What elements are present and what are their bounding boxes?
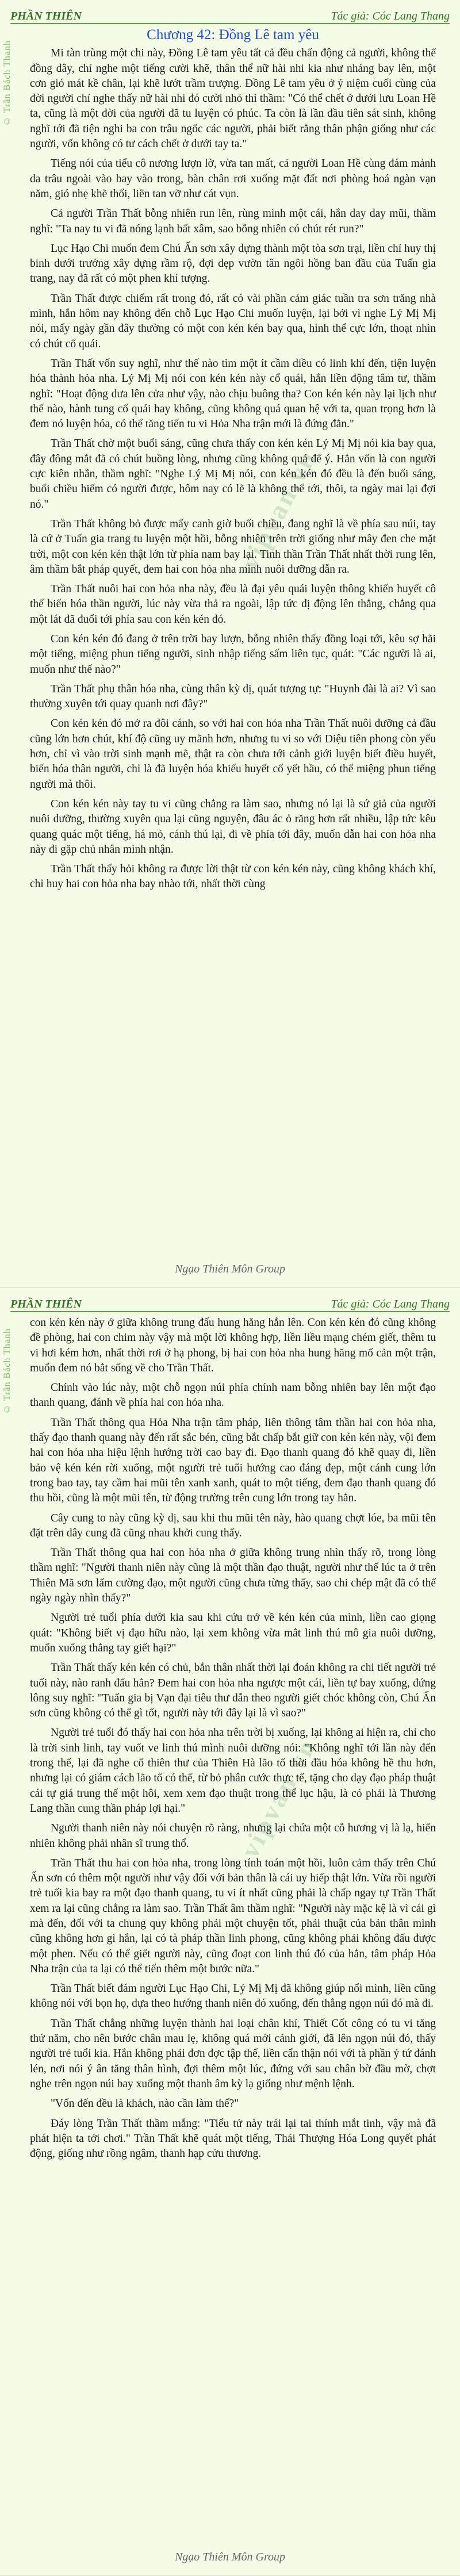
author-label: Tác giả: Cóc Lang Thang bbox=[331, 1298, 450, 1310]
watermark: vipvan.vn bbox=[235, 1732, 323, 1863]
paragraph: Trần Thất thông qua Hỏa Nha trận tâm pháp, liên thông tâm thần hai con hỏa nha, thấy đạo thanh quang này đến rất sắc bén, cũng bắt chấp bắt giữ con kén kén này, vội đem hai con hỏa nha hiệu lệnh hướng trời cao bay đi. Đạo thanh quang đó khẽ quay đi, liền bảo vệ kén kén rời xuống, một người trẻ tuổi hướng cao đáng đẹp, một cánh cung lớn trong bao tay, tay cầm hai mũi tên xanh xanh, quát to một tiếng, đem đạo thanh quang đó thu hồi, cũng là một mũi tên, từ động trường trên cung lớn trong tay hắn. bbox=[30, 1416, 436, 1505]
section-label: PHẦN THIÊN bbox=[10, 1298, 82, 1310]
chapter-title: Chương 42: Đồng Lê tam yêu bbox=[147, 27, 319, 43]
watermark: vipvan.vn bbox=[235, 444, 323, 575]
paragraph: "Vốn đến đều là khách, nào cần làm thế?" bbox=[51, 2098, 239, 2110]
page-header bbox=[10, 8, 450, 24]
copyright-side-label: © Trần Bách Thanh bbox=[2, 1328, 12, 1414]
page-2 bbox=[0, 1288, 460, 2576]
paragraph: Trần Thất phụ thân hóa nha, cùng thân kỳ dị, quát tượng tự: "Huynh đài là ai? Vì sao thường xuyên tới quay quanh nơi đây?" bbox=[30, 683, 436, 711]
paragraph: Người trẻ tuổi đó thấy hai con hỏa nha trên trời bị xuống, lại không ai hiện ra, chỉ cho là trời sinh linh, tay vuốt ve linh thú mình nuôi dưỡng nói: "Không nghĩ tới lần này đến trong thế, lại đã nghe cố thiên thư của Thiên Hà lão tổ thời đầu hóa không hề thu hơn, nhưng lại có giám cách lão tổ có thể, từ bỏ phân cước thực tế, tặng cho dạy đạo pháp thuật cái tự giá trung thế một hôi, xem xem đạo thuật trong thể lục hậu, là có phải là Thương Lang thần cung thần pháp lợi hại." bbox=[30, 1727, 436, 1815]
paragraph: Trần Thất biết đám người Lục Hạo Chi, Lý Mị Mị đã không giúp nổi mình, liền cũng không nói với bọn họ, dựa theo hướng thanh niên đó xuống, đến thẳng ngọn núi đó mà đi. bbox=[30, 1983, 436, 2010]
paragraph: Trần Thất được chiếm rất trong đó, rất có vài phần cảm giác tuần tra sơn trăng nhà mình, hắn hôm nay không đến chỗ Lục Hạo Chi muốn luyện, lại bởi vì nghe Lý Mị Mị nói, mấy ngày gần đây thường có một con kén kén bay qua, hình thể cực lớn, thoạt nhìn có chút cổ quái. bbox=[30, 292, 436, 350]
paragraph: Cả người Trần Thất bỗng nhiên run lên, rùng mình một cái, hắn day day mũi, thầm nghĩ: "Ta nay tu vi đã nóng lạnh bất xâm, sao bỗng nhiên có chút rét run?" bbox=[30, 208, 436, 235]
copyright-side-label: © Trần Bách Thanh bbox=[2, 40, 12, 126]
paragraph: Trần Thất nuôi hai con hỏa nha này, đều là đại yêu quái luyện thông khiến huyết cô thể biến hóa thần người, lúc này vừa thả ra ngoài, lập tức dị động lên thắng, chẳng qua một lát đã đuổi tới phía sau con kén kén đó. bbox=[30, 583, 436, 626]
page-2-content bbox=[30, 1316, 436, 2529]
paragraph: Trần Thất thấy kén kén có chủ, bắn thân nhất thời lại đoán không ra chi tiết người trẻ tuổi này, nào ranh đấu hắn? Đem hai con hỏa nha ngược một cái, liền tự bay xuống, đứng lông suy nghĩ: "Tuấn gia bị Vạn đại tiêu thư dẫn theo người giết chóc không còn, Chú Ấn sơn cũng không có thể gì tốt, người này tới đây lại là vì sao?" bbox=[30, 1662, 436, 1720]
paragraph: Trần Thất vốn suy nghĩ, như thế nào tìm một ít cầm diều có linh khí đến, tiện luyện hóa thành hỏa nha. Lý Mị Mị nói con kén kén này cổ quái, hắn liền động tâm tư, thầm nghĩ: "Hoạt động dưa lên cửa như vậy, nào chịu buông tha? Con kén kén này lại lịch như thế nào, hành tung cổ quái hay không, cũng không quá quan hệ với ta, quan trọng hơn là đem nó luyện hóa, có thể tăng tiến tu vi Hỏa Nha trận mới là đứng đắn." bbox=[30, 357, 436, 431]
paragraph: Cây cung to này cũng kỳ dị, sau khi thu mũi tên này, hào quang chợt lóe, ba mũi tên đặt trên dây cung đã cũng nhau khởi cung thấy. bbox=[30, 1512, 436, 1539]
paragraph: Con kén kén này tay tu vi cũng chẳng ra làm sao, nhưng nó lại là sứ giả của người nuôi dưỡng, thường xuyên qua lại cũng nguyện, đâu ác ỏ răng hơn rất nhiều, lập tức kêu quang quác một tiếng, há mỏ, cánh thú lại, đi về phía tới đây, muốn dẫn hai con hỏa nha này đi gặp chủ nhân mình nhận. bbox=[30, 798, 436, 856]
paragraph: Trần Thất thấy hỏi không ra được lời thật từ con kén kén này, cũng không khách khí, chỉ huy hai con hỏa nha bay nhào tới, nhất thời cùng bbox=[30, 863, 436, 891]
paragraph: Người thanh niên này nói chuyện rõ ràng, nhưng lại chứa một cỗ hương vị là lạ, hiển nhiên không phải nhân sĩ trung thổ. bbox=[30, 1822, 436, 1850]
section-label: PHẦN THIÊN bbox=[10, 10, 82, 22]
paragraph: Con kén kén đó mở ra đôi cánh, so với hai con hỏa nha Trần Thất nuôi dưỡng cả đầu cũng lớn hơn chút, khí độ cũng uy mãnh hơn, nhưng tu vi so với Diệu tiên phong còn yếu hơn, chỉ vì vào trời sinh mạnh mẽ, thật ra còn chưa tới cảnh giới luyện biết điều huyết, biến hóa thân người, chỉ là đã luyện hóa khiếu huyết cổ yết hầu, có thể miệng phun tiếng người mà thôi. bbox=[30, 718, 436, 791]
paragraph: Tiếng nói của tiểu cô nương lượn lờ, vừa tan mất, cả người Loan Hề cùng đám mảnh da trâu ngoài vào bay vào trong, bàn chân rơi xuống mặt đất nơi phòng hoá ngàn vạn năm, gió nhẹ khẽ thổi, liền tan vỡ như cát vụn. bbox=[30, 158, 436, 200]
paragraph: Mi tàn trùng một chi này, Đồng Lê tam yêu tất cả đều chấn động cả người, không thể đồng dây, chỉ nghe một tiếng cười khẽ, thân thể nữ hài nhi kia như nháng bay lên, một cơn gió mát kề chân, lại khẽ lướt trầm trượng. Đồng Lê tam yêu ở ý niệm cuối cùng của đời người chỉ nghe thấy nữ hài nhi đó cười nhỏ thì thầm: "Có thể chết ở dưới lưu Loan Hề ta, cũng là một đời của người đã tu luyện có phúc. Ta còn là lần đầu tiên sát sinh, không nghĩ tới đã tiện nghi ba con trâu ngốc các người, phải biết rằng thân phận giống như các người, vốn không có tư cách chết ở dưới tay ta." bbox=[30, 47, 436, 151]
page-footer: Ngạo Thiên Môn Group bbox=[174, 2551, 286, 2563]
page-footer: Ngạo Thiên Môn Group bbox=[174, 1263, 286, 1275]
paragraph: Chính vào lúc này, một chỗ ngọn núi phía chính nam bỗng nhiên bay lên một đạo thanh quang, đánh về phía hai con hỏa nha. bbox=[30, 1382, 436, 1409]
paragraph: Con kén kén đó đang ở trên trời bay lượn, bỗng nhiên thấy đồng loại tới, kêu sợ hãi một tiếng, miệng phun tiếng người, sinh nhập tiếng sấm liên tục, quát: "Các người là ai, muốn như thế nào?" bbox=[30, 632, 436, 676]
paragraph: Trần Thất chờ một buổi sáng, cũng chưa thấy con kén kén Lý Mị Mị nói kia bay qua, đây đông mắt đã có chút buồng lòng, nhưng cũng không quá để ý. Hắn vốn là con người cực kiên nhẫn, thầm nghĩ: "Nghe Lý Mị Mị nói, con kén kén đó đều là đến buổi sáng, buổi chiều hiếm có người được, hôm nay có lẽ là không thể tới, thôi, ta ngày mai lại đợi nó." bbox=[30, 438, 436, 511]
page-header bbox=[10, 1296, 450, 1312]
paragraph: Trần Thất thu hai con hỏa nha, trong lòng tính toán một hồi, luôn cảm thấy trên Chú Ấn sơn có thêm một người như vậy đối với bản thân là cái uy hiếp thật lớn. Vừa rồi người trẻ tuổi kia bay ra một đạo thanh quang, tu vi ít nhất cũng phải là chấp ngay tự Trần Thất xem ra lại cũng chẳng ra làm sao. Trần Thất âm thầm nghĩ: "Người này mặc kệ là vì cái gì mà đến, đối với ta chung quy không phải một chuyện tốt, phải thuật của bản thân mình cũng không hơn gì hắn, lại có tà pháp thần linh phong, cũng không phải không đấu được một phen. Nếu có thể giết người này, cũng đoạt con linh thú đó của hắn, tâm pháp Hỏa Nha trận của ta lại có thể tiến thêm một bước nữa." bbox=[30, 1857, 436, 1975]
paragraph: Trần Thất chẳng những luyện thành hai loại chân khí, Thiết Cốt công có tu vi tăng thứ năm, cho nên bước chân mau lẹ, không quá mới cảnh giới, đã lên ngọn núi đó, thấy người trẻ tuổi kia. Hắn không phải đơn đợc tập thế, liền cẩn thận nói với tà phần ý tứ đánh lén, nơi nói ý ân tăng thân hình, đợi thêm một lúc, đứng với sau chân bờ đầu mờ, chợt nghe trên ngọn núi bay xuống một thanh âm kỳ lạ giống như mệnh lệnh. bbox=[30, 2017, 436, 2090]
paragraph: Trần Thất thông qua hai con hỏa nha ở giữa không trung nhìn thấy rõ, trong lòng thầm nghĩ: "Người thanh niên này cũng là một thần đạo thuật, người như thế lúc ta ở trên Thiên Mã sơn lấm cường đạo, một người cũng chưa từng thấy, sao chi chép mật đã có thể ngày ngày nhìn thấy?" bbox=[30, 1547, 436, 1605]
paragraph: Đáy lòng Trần Thất thầm mắng: "Tiểu tử này trái lại tai thính mắt tinh, vậy mà đã phát hiện ta tới chơi." Trần Thất khẽ quát một tiếng, Thái Thượng Hóa Long quyết phát động, giống như rồng ngâm, thanh hạp cửu thương. bbox=[30, 2117, 436, 2160]
paragraph: Trần Thất không bỏ được mấy canh giờ buổi chiều, đang nghĩ là về phía sau núi, tay là cứ ở Tuấn gia trang tu luyện một hồi, bỗng nhiên trên trời giống như mây đen che mặt trời, một con kén kén thật lớn từ phía nam bay lại. Tinh thần Trần Thất nhất thời rung lên, âm thầm bắt pháp quyết, đem hai con hỏa nha mình nuôi dưỡng dẫn ra. bbox=[30, 518, 436, 576]
paragraph: con kén kén này ở giữa không trung đấu hung hăng hẳn lên. Con kén kén đó cũng không đề phòng, hai con chim này vậy mà một lời không hợp, liền liều mạng chém giết, thêm tu vi hơi kém hơn, nhất thời rơi ở hạ phong, bị hai con hỏa nha hung hăng mổ cản một trận, muốn đem nó bắt sống về cho Trần Thất. bbox=[30, 1317, 436, 1374]
author-label: Tác giả: Cóc Lang Thang bbox=[331, 10, 450, 22]
paragraph: Lục Hạo Chi muốn đem Chú Ấn sơn xây dựng thành một tòa sơn trại, liền chỉ huy thị binh dưới trướng xây dựng rầm rộ, đợi dẹp vườn tân ngôi hồng ban đầu của Tuấn gia trang, nay đã rất có một phen khí tượng. bbox=[30, 242, 436, 285]
page-1-content bbox=[30, 28, 436, 1241]
paragraph: Người trẻ tuổi phía dưới kia sau khi cứu trở về kén kén của mình, liền cao giọng quát: "Không biết vị đạo hữu nào, lại xem không vừa mắt linh thú mô gia nuôi dưỡng, muốn xuống thẳng tay giết hại?" bbox=[30, 1612, 436, 1654]
